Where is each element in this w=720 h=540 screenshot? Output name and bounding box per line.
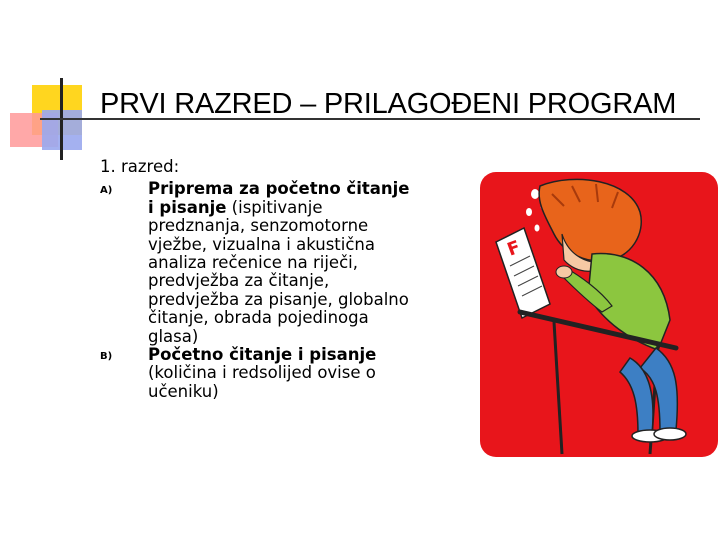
graded-paper-icon bbox=[496, 228, 550, 318]
paper-grade-mark: F bbox=[504, 236, 524, 261]
student-illustration bbox=[480, 172, 718, 457]
item-detail-text: (količina i redsolijed ovise o učeniku) bbox=[148, 363, 376, 401]
program-list bbox=[100, 180, 420, 401]
item-bold-text: Početno čitanje i pisanje bbox=[148, 345, 377, 365]
list-item bbox=[100, 346, 420, 401]
slide-content bbox=[100, 158, 420, 401]
list-marker: A) bbox=[100, 185, 113, 197]
grade-label: 1. razred: bbox=[100, 157, 180, 176]
slide-title: PRVI RAZRED – PRILAGOĐENI PROGRAM bbox=[100, 88, 677, 120]
tired-student-drawing bbox=[480, 172, 718, 457]
list-item bbox=[100, 180, 420, 346]
list-marker: B) bbox=[100, 351, 113, 363]
item-bold-text: Priprema za početno čitanje i pisanje bbox=[148, 179, 410, 217]
item-detail-text: (ispitivanje predznanja, senzomotorne vježbe, vizualna i akustična analiza rečenice na riječi, predvježba za čitanje, predvježba za pisanje, globalno čitanje, obrada pojedinoga glasa) bbox=[148, 197, 409, 346]
